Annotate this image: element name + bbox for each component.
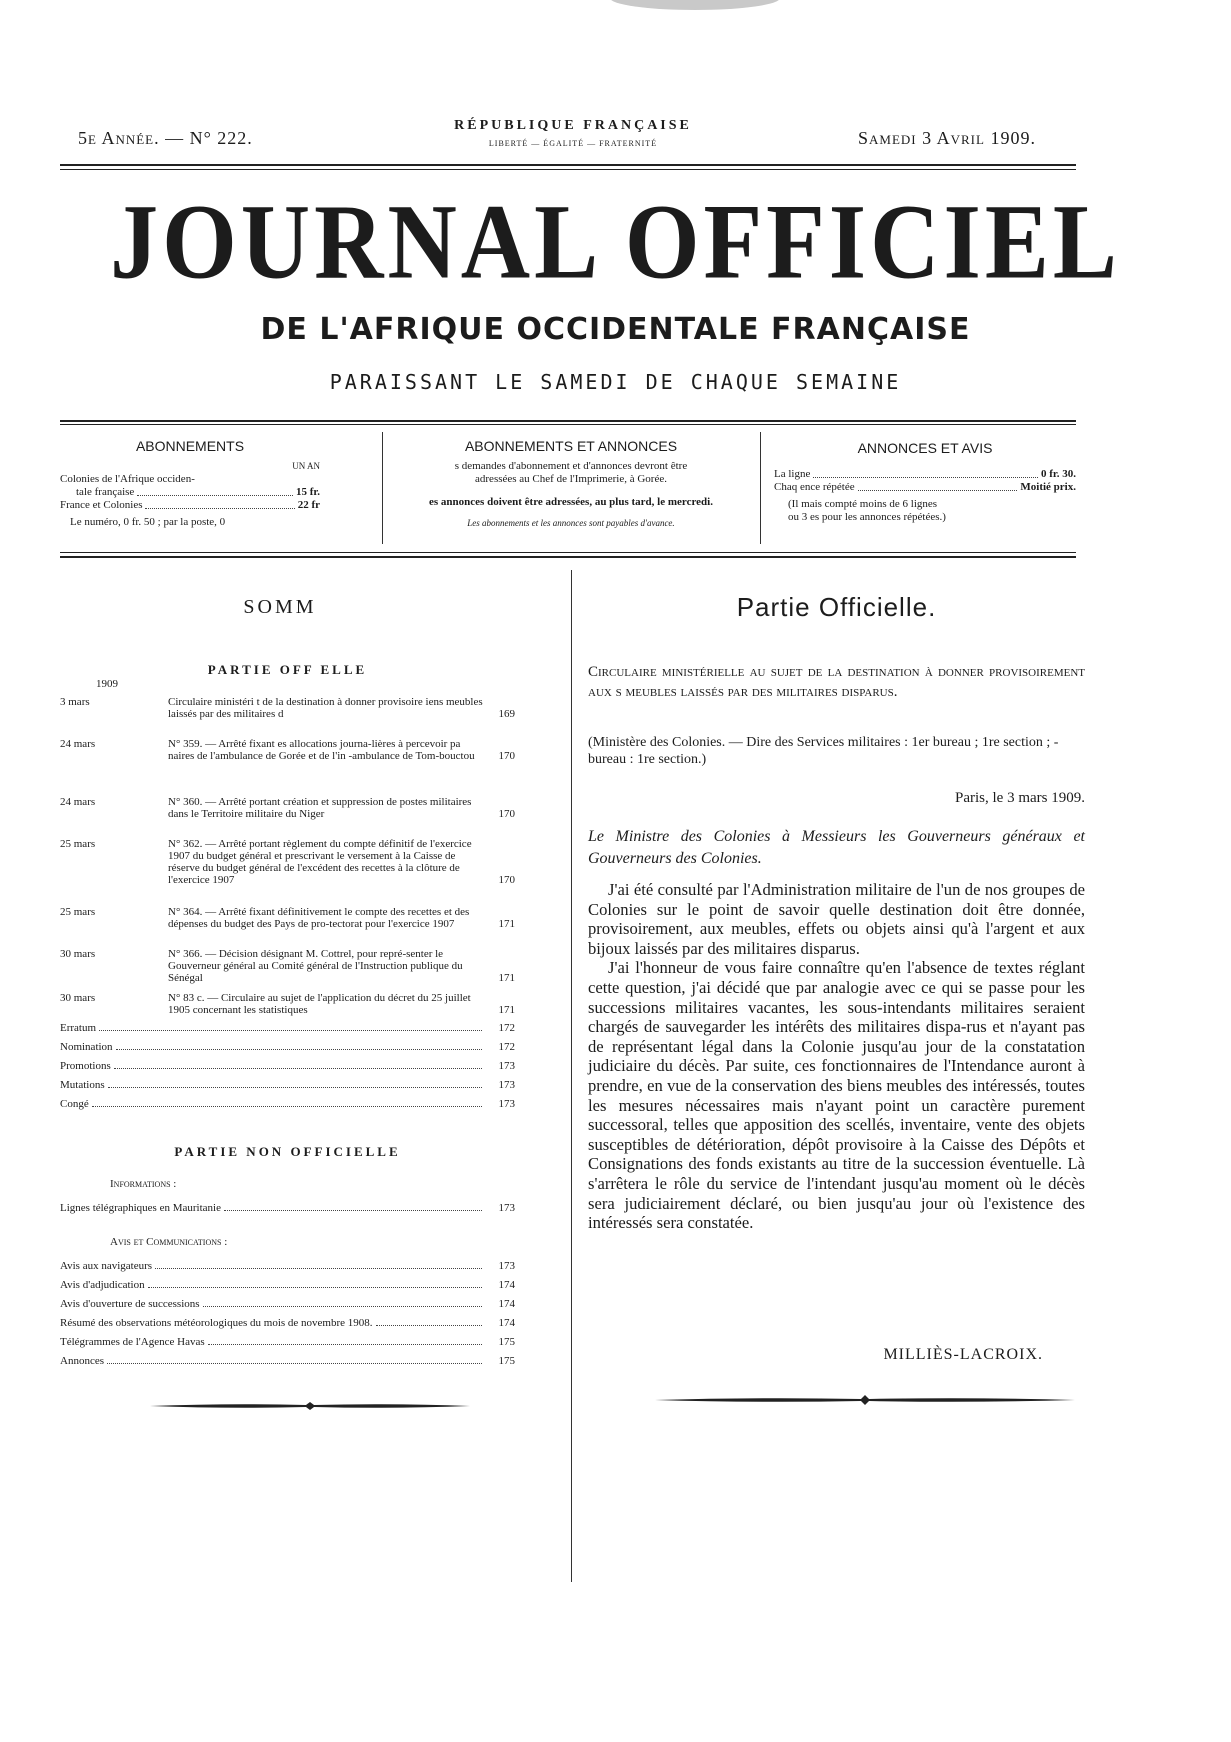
toc-text: N° 362. — Arrêté portant règlement du compte définitif de l'exercice 1907 du budget général et prescrivant le versement à la Caisse de réserve du budget général de l'excédent des recettes à la clôture de l'exercice 1907 [168,838,472,886]
circular-body [588,880,1085,1233]
toc-entry[interactable] [60,906,515,930]
dot-leader [108,1079,482,1088]
informations-heading: Informations : [110,1178,177,1190]
ads-row-line [774,468,1076,481]
dot-leader [376,1317,482,1326]
row-label: Chaq ence répétée [774,481,855,493]
toc-date: 24 mars [60,796,96,808]
toc-page: 170 [498,808,515,820]
row-label: La ligne [774,468,811,480]
toc-item[interactable] [60,1298,515,1310]
notice-line: es annonces doivent être adressées, au plus tard, le mercredi. [429,496,713,508]
body-paragraph: J'ai été consulté par l'Administration militaire de l'un de nos groupes de Colonies sur le point de savoir quelle destination doit être donnée, provisoirement, aux meubles, effets ou objets ainsi qu'à l'argent et aux bijoux laissés par des militaires disparus. [588,880,1085,958]
journal-title: JOURNAL OFFICIEL [110,181,1121,302]
ads-note: ou 3 es pour les annonces répétées.) [788,511,946,523]
subscriptions-heading: ABONNEMENTS [135,438,245,454]
toc-page: 170 [498,874,515,886]
subscriptions-bottom-rule [60,556,1076,558]
ads-heading: ANNONCES ET AVIS [857,440,993,456]
subscriptions-bottom-rule-thin [60,552,1076,553]
toc-item[interactable] [60,1098,515,1110]
dot-leader [92,1098,482,1107]
dot-leader [148,1279,482,1288]
toc-page: 172 [498,1041,515,1053]
motto: LIBERTÉ — ÉGALITÉ — FRATERNITÉ [488,139,658,148]
toc-page: 171 [498,918,515,930]
subscriptions-ads-heading: ABONNEMENTS ET ANNONCES [464,438,678,454]
scan-artifact [610,0,780,10]
toc-label: Avis d'ouverture de successions [60,1298,200,1310]
toc-item[interactable] [60,1355,515,1367]
dot-leader [107,1355,482,1364]
ministry-reference: (Ministère des Colonies. — Dire des Services militaires : 1er bureau ; 1re section ; - bureau : 1re section.) [588,735,1059,767]
issue-date: Samedi 3 Avril 1909. [858,128,1036,148]
ads-note: (Il mais compté moins de 6 lignes [788,498,938,510]
toc-page: 173 [498,1079,515,1091]
box-divider [760,432,761,544]
toc-date: 30 mars [60,948,96,960]
closing-ornament [655,1394,1075,1406]
toc-item[interactable] [60,1317,515,1329]
toc-page: 174 [498,1317,515,1329]
row-label: Colonies de l'Afrique occiden- [60,473,195,485]
journal-subtitle: DE L'AFRIQUE OCCIDENTALE FRANÇAISE [260,312,971,347]
price: 15 fr. [295,486,320,498]
toc-entry[interactable] [60,696,515,720]
dot-leader [155,1260,482,1269]
toc-label: Résumé des observations météorologiques du mois de novembre 1908. [60,1317,373,1329]
toc-page: 173 [498,1098,515,1110]
toc-date: 25 mars [60,906,96,918]
toc-text: Circulaire ministéri t de la destination à donner provisoire iens meubles laissés par des militaires d [168,696,483,720]
toc-item[interactable] [60,1279,515,1291]
dot-leader [137,486,293,496]
toc-item[interactable] [60,1260,515,1272]
subscriptions-row-france [60,499,320,512]
toc-label: Nomination [60,1041,113,1053]
signature: MILLIÈS-LACROIX. [883,1346,1043,1363]
toc-label: Promotions [60,1060,111,1072]
column-divider [571,570,572,1582]
toc-page: 172 [498,1022,515,1034]
address-text: Le Ministre des Colonies à Messieurs les Gouverneurs généraux et Gouverneurs des Colonies. [588,828,1085,867]
toc-label: Avis aux navigateurs [60,1260,153,1272]
toc-label: Avis d'adjudication [60,1279,145,1291]
single-issue-price: Le numéro, 0 fr. 50 ; par la poste, 0 [70,516,226,528]
toc-date: 25 mars [60,838,96,850]
toc-item[interactable] [60,1060,515,1072]
toc-label: Lignes télégraphiques en Mauritanie [60,1202,221,1214]
toc-page: 170 [498,750,515,762]
ads-row-repeat [774,481,1076,494]
notice-line: s demandes d'abonnement et d'annonces devront être [454,460,688,472]
subscriptions-year-label: UN AN [292,461,320,471]
partie-non-officielle-heading: PARTIE NON OFFICIELLE [174,1144,401,1159]
dot-leader [208,1336,482,1345]
avis-heading: Avis et Communications : [110,1236,228,1248]
notice-line: Les abonnements et les annonces sont payables d'avance. [467,518,675,528]
subscriptions-row-colonies [60,473,320,499]
toc-date: 24 mars [60,738,96,750]
toc-page: 173 [498,1202,515,1214]
ads-box [774,440,1076,524]
toc-item[interactable] [60,1202,515,1214]
toc-page: 175 [498,1355,515,1367]
sommaire-title: SOMM [243,596,317,618]
subscriptions-box [60,438,320,529]
toc-text: N° 364. — Arrêté fixant définitivement le compte des recettes et des dépenses du budget des Pays de pro-tectorat pour l'exercice 1907 [168,906,470,930]
place-date: Paris, le 3 mars 1909. [955,790,1085,806]
publication-frequency: PARAISSANT LE SAMEDI DE CHAQUE SEMAINE [329,370,902,394]
partie-officielle-heading: PARTIE OFF ELLE [207,662,368,677]
price: 0 fr. 30. [1040,468,1076,480]
toc-entry[interactable] [60,838,515,886]
dot-leader [145,499,294,509]
dot-leader [224,1202,482,1211]
toc-text: N° 359. — Arrêté fixant es allocations journa-lières à percevoir pa naires de l'ambulance de Gorée et de l'in -ambulance de Tom-bouctou [168,738,475,762]
section-ornament [150,1400,470,1412]
row-label: France et Colonies [60,499,143,511]
subscriptions-ads-box [395,438,747,530]
toc-page: 175 [498,1336,515,1348]
body-paragraph: J'ai l'honneur de vous faire connaître qu'en l'absence de textes réglant cette question, j'ai décidé que par analogie avec ce qui se passe pour les successions militaires vacantes, les sous-intendants militaires seraient chargés de sauvegarder les intérêts des militaires dispa-rus et n'ayant pas de représentant légal dans la Colonie jusqu'au jour de la constatation judiciaire du décès. Par suite, ces fonctionnaires de l'Intendance auront à prendre, en vue de la conservation des biens meubles des intéressés, toutes les mesures nécessaires mais n'ayant point un caractère purement successoral, telles que apposition des scellés, inventaire, vente des objets susceptibles de détérioration, dépôt provisoire à la Caisse des Dépôts et Consignations des fonds existants au titre de la succession éventuelle. Là s'arrêtera le rôle du service de l'intendant jusqu'au moment où le décès sera judiciairement déclaré, ou bien jusqu'au jour où l'existence des intéressés sera constatée. [588,958,1085,1233]
row-label: tale française [76,486,135,498]
toc-item[interactable] [60,1022,515,1034]
republic-label: RÉPUBLIQUE FRANÇAISE [454,118,692,133]
toc-page: 174 [498,1279,515,1291]
issue-number: 5e Année. — N° 222. [78,128,253,148]
sommaire-year: 1909 [96,678,118,690]
toc-label: Erratum [60,1022,97,1034]
price: Moitié prix. [1020,481,1076,493]
subscriptions-top-rule [60,420,1076,422]
dot-leader [813,468,1038,478]
toc-entry[interactable] [60,796,515,820]
subscriptions-top-rule-thin [60,424,1076,425]
dot-leader [99,1022,482,1031]
toc-date: 3 mars [60,696,90,708]
toc-label: Congé [60,1098,89,1110]
toc-item[interactable] [60,1336,515,1348]
address-line [588,826,1085,870]
toc-page: 173 [498,1260,515,1272]
toc-page: 174 [498,1298,515,1310]
toc-item[interactable] [60,1079,515,1091]
dot-leader [203,1298,482,1307]
dot-leader [114,1060,482,1069]
toc-label: Mutations [60,1079,105,1091]
toc-entry[interactable] [60,948,515,984]
circular-title [588,662,1085,702]
toc-page: 169 [498,708,515,720]
toc-date: 30 mars [60,992,96,1004]
circular-text: Circulaire ministérielle au sujet de la destination à donner provisoirement aux s meubles laissés par des militaires disparus. [588,664,1085,700]
toc-page: 173 [498,1060,515,1072]
toc-page: 171 [498,972,515,984]
toc-label: Annonces [60,1355,104,1367]
toc-text: N° 366. — Décision désignant M. Cottrel, pour repré-senter le Gouverneur général au Comité général de l'Instruction publique du Sénégal [168,948,463,984]
price: 22 fr [297,499,320,511]
toc-entry[interactable] [60,738,515,762]
box-divider [382,432,383,544]
partie-officielle-title: Partie Officielle. [736,592,937,622]
dot-leader [116,1041,482,1050]
toc-entry[interactable] [60,992,515,1016]
header-rule [60,164,1076,166]
notice-line: adressées au Chef de l'Imprimerie, à Gorée. [475,473,667,485]
toc-page: 171 [498,1004,515,1016]
toc-text: N° 360. — Arrêté portant création et suppression de postes militaires dans le Territoire militaire du Niger [168,796,472,820]
toc-text: N° 83 c. — Circulaire au sujet de l'application du décret du 25 juillet 1905 concernant les statistiques [168,992,471,1016]
header-rule-thin [60,169,1076,170]
dot-leader [858,481,1018,491]
toc-item[interactable] [60,1041,515,1053]
toc-label: Télégrammes de l'Agence Havas [60,1336,205,1348]
